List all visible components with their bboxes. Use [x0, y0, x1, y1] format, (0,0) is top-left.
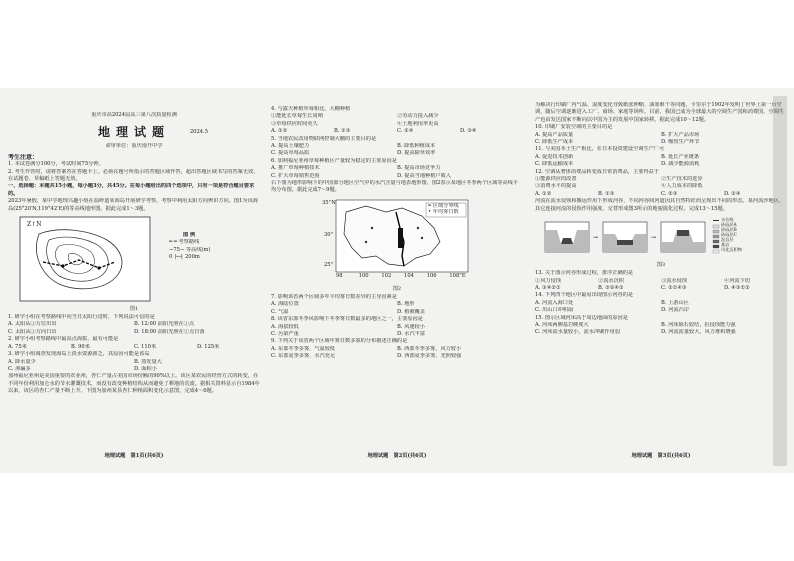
legend-contour-label: 等高线(m): [185, 246, 211, 253]
q6-options-row2: [271, 173, 523, 180]
q7-option-a: A. 海陆位置: [271, 301, 299, 308]
question-11: 11. 与美国本土生产相比，在日本投资建设空调生产厂可: [535, 146, 665, 153]
q12-item-1: ①能源供应的改善: [535, 176, 577, 183]
fig3-legend-gravel-b: 砂砾层B: [721, 227, 737, 233]
svg-text:→: →: [651, 234, 657, 242]
fig3-legend-waterline: 水位线: [721, 217, 734, 223]
q13-item-1: ①风力侵蚀: [535, 277, 561, 284]
page-2-footer: 地理试题 第2页(共6页): [367, 452, 427, 459]
fig2-lon-104: 104: [404, 272, 414, 279]
q2-option-a: A. 75米: [8, 343, 27, 350]
fig3-caption: 图3: [656, 262, 666, 269]
q4-item-3: ③草莓供应时间更久: [271, 120, 318, 127]
q11-option-d: D. 减少能源消耗: [661, 161, 700, 168]
q5-option-a: A. 提高土壤肥力: [271, 143, 310, 150]
q6-option-c: C. 扩大草莓销售范围: [271, 172, 320, 179]
fig2-lon-labels: [336, 273, 472, 280]
q7-option-b: B. 地形: [397, 301, 415, 308]
q14-option-a: A. 河流入海口处: [535, 299, 574, 306]
question-12: 12. 空调从奢侈消费品转变成日常消费品，主要得益于: [535, 168, 660, 175]
q8-option-b: B. 风速较小: [397, 323, 425, 330]
q12-option-a: A. ①②: [535, 190, 552, 197]
page-3: [535, 96, 787, 466]
q1-options-row2: [8, 329, 260, 336]
q7-option-d: D. 植被覆盖: [397, 308, 426, 315]
figure-1-contour-map: [19, 216, 249, 302]
exam-sheet: [0, 88, 794, 473]
q1-option-b: B. 12:00 前阳光照在①点: [134, 321, 195, 328]
question-2: 2. 研学小组考察路线中最高点海拔，最有可能是: [8, 336, 119, 343]
fig2-legend-fogdays-label: 年均雾日数: [432, 208, 459, 215]
q4-item-2: ②劳动力投入减少: [397, 113, 439, 120]
q13-items: [535, 278, 787, 285]
q13-option-b: B. ③②④①: [598, 284, 624, 291]
q8-options-row2: [271, 331, 523, 338]
q1-option-d: D. 18:00 前阳光照在②点日落: [134, 328, 205, 335]
fig2-lon-100: 100: [358, 272, 369, 279]
q15-option-c: C. 河床流水量较小，流水冲刷作用弱: [535, 329, 620, 336]
question-9: 9. 下列关于该省两个区域年雾日数多寡的分布描述正确的是: [271, 338, 408, 345]
section-1-heading: 一、选择题：本题共15小题，每小题3分，共45分。在每小题给出的四个选项中，只有一项是符合题目要求的。: [8, 183, 255, 197]
q10-options-row2: [535, 139, 787, 146]
q4-option-d: D. ③④: [460, 128, 477, 135]
fig2-lat-25: 25°: [324, 261, 334, 268]
q9-options-row2: [271, 353, 523, 360]
q14-options-row2: [535, 307, 787, 314]
q15-options-row2: [535, 329, 787, 336]
page-1: [8, 96, 260, 466]
exam-date: 2024.5: [189, 129, 208, 136]
legend-route-label: 考察路线: [178, 239, 200, 246]
q5-option-c: C. 提高草莓品质: [271, 150, 310, 157]
setter-line: 命审单位：重庆南开中学: [105, 143, 163, 150]
legend-scale-label: 200m: [184, 254, 200, 261]
q12-option-b: B. ①③: [598, 190, 615, 197]
question-7: 7. 影响该省两个区域多年平均雾日数差异的主导因素是: [271, 293, 397, 300]
q3-options-row1: [8, 359, 260, 366]
q10-options-row1: [535, 132, 787, 139]
q1-option-a: A. 太阳从①方位出出: [8, 321, 57, 328]
q5-option-b: B. 降低种植成本: [397, 143, 436, 150]
passage-3: 右下图为地形影响下的中国部分地区空气中的水汽含量与地表地形图，图2表示某地区冬季两个区域等高线平均分布图。据此完成7～9题。: [271, 180, 519, 194]
q3-option-d: D. 面积小: [134, 365, 157, 372]
q12-options: [535, 191, 787, 198]
question-15: 15. 图示区域河床高于周边地面的原因是: [535, 314, 628, 321]
q15-option-d: D. 河流流量较大，风力堆积增强: [661, 329, 736, 336]
q5-option-d: D. 提高除草效率: [397, 150, 436, 157]
q3-options-row2: [8, 366, 260, 373]
q9-options-row1: [271, 346, 523, 353]
q4-item-4: ④土地利用率更高: [397, 120, 439, 127]
q14-option-b: B. 上游山区: [661, 299, 689, 306]
q8-option-a: A. 海拔较低: [271, 323, 299, 330]
q10-option-c: C. 降低生产成本: [535, 139, 574, 146]
fig2-lon-108: 108°E: [449, 272, 466, 279]
q13-option-a: A. ③④②①: [535, 284, 561, 291]
fig1-legend-route: [169, 239, 210, 246]
passage-4: 为解决行印刷厂内气温、湿度变化导致纸张伸缩、油墨难干等问题，卡里尔于1902年发明了世界上第一台空调，随后空调逐渐进入工厂、商场、家庭等场所。目前，我国已成为全球最大的空调生产国和消费国，空调生产也由发达国家不断向以中国为主的发展中国家转移。据此完成10～12题。: [535, 102, 785, 123]
contour-map-graphic: [19, 216, 249, 302]
q11-option-b: B. 延长产业链条: [661, 153, 700, 160]
q15-options-row1: [535, 322, 787, 329]
q11-options-row1: [535, 154, 787, 161]
q3-option-c: C. 渗漏多: [8, 365, 31, 372]
q13-option-d: D. ④③①②: [724, 284, 750, 291]
q14-option-c: C. 出山口冲积扇: [535, 307, 574, 314]
q4-items-row2: [271, 121, 523, 128]
fig2-legend-boundary-label: 区域分界线: [432, 202, 459, 209]
q8-option-c: C. 污染严重: [271, 330, 299, 337]
question-3: 3. 研学小组调查发现海岛上淡水资源匮乏，其原因可能是该岛: [8, 351, 150, 358]
svg-text:Z↑N: Z↑N: [27, 221, 42, 229]
q10-option-d: D. 缩短生产环节: [661, 139, 700, 146]
q4-option-a: A. ①②: [271, 128, 288, 135]
fig3-legend-weathered: 风化沉积物: [721, 247, 742, 253]
q13-item-4: ④河流下切: [724, 277, 750, 284]
q13-item-2: ②流水沉积: [598, 277, 624, 284]
q15-option-a: A. 河床两侧基岩硬度大: [535, 321, 589, 328]
fig2-lon-102: 102: [381, 272, 392, 279]
fig2-caption: 图2: [392, 285, 402, 292]
question-10: 10. 印刷厂安装空调的主要目的是: [535, 124, 613, 131]
q12-option-d: D. ②④: [724, 190, 741, 197]
fig2-lat-35: 35°N: [322, 199, 336, 206]
fig1-legend-contour: [169, 247, 210, 254]
fig1-legend-title: 图 例: [183, 232, 196, 239]
fig1-legend-scale: [169, 254, 210, 261]
q12-items-row1: [535, 176, 787, 183]
scale-bar-icon: 0 ├─┤: [169, 254, 185, 261]
q7-options-row2: [271, 309, 523, 316]
question-1: 1. 研学小组在考察路线中向当日太阳行进时，下列说法可信的是: [8, 314, 155, 321]
q11-options-row2: [535, 161, 787, 168]
fig2-lat-30: 30°: [324, 231, 334, 238]
q6-option-d: D. 提高当地种植户收入: [397, 172, 451, 179]
fig3-legend: [721, 217, 742, 252]
q4-option-c: C. ②④: [397, 128, 414, 135]
q5-options-row2: [271, 150, 523, 157]
page-title: 地理试题: [97, 125, 170, 140]
q11-option-a: A. 促进技术创新: [535, 153, 574, 160]
q10-option-b: B. 扩大产品市场: [661, 131, 700, 138]
q14-options-row1: [535, 300, 787, 307]
q1-option-c: C. 太阳从①方向日出: [8, 328, 57, 335]
q2-option-c: C. 110米: [134, 343, 157, 350]
q6-option-b: B. 提高市场竞争力: [397, 165, 441, 172]
q1-options-row1: [8, 321, 260, 328]
q12-item-3: ③消费水平的提高: [535, 183, 577, 190]
q3-option-a: A. 降水量少: [8, 358, 36, 365]
passage-2: 加州福尼亚州是美国重要的农业州，杏仁产量占美国市场份额的90%以上。该区某农民的经营方式的转变，在不同年份利用加仑水的节水灌溉技术，而没有改变种植结构从而避免了耕地的荒废。据相关资料显示自1984年以来，该区的杏仁产量不断上升。下图为加州某县杏仁种植面积变化示意图，完成4～6题。: [8, 373, 260, 395]
q9-option-c: C. 东部夏季多雾，水汽充足: [271, 353, 336, 360]
passage-1: 2023年暑假，某中学地理兴趣小组在温岭道某海岛开展研学考察，考察中利用太阳方向辨识方向。图1为该海岛(25°20′N,119°42′E)的等高线地形图。据此完成1～3题。: [8, 198, 258, 212]
q11-option-c: C. 降低运输成本: [535, 161, 574, 168]
q14-option-d: D. 河流凸岸: [661, 307, 690, 314]
q6-options-row1: [271, 165, 523, 172]
svg-text:→: →: [593, 234, 599, 242]
q4-item-1: ①能延长草莓生长周期: [271, 113, 323, 120]
q6-option-a: A. 推广草莓种植技术: [271, 165, 320, 172]
question-8: 8. 该省东部冬季风影响下冬季雾日数最多的地区之一，主要原因是: [271, 316, 423, 323]
q12-option-c: C. ②③: [661, 190, 678, 197]
q9-option-d: D. 西部夏季多雾，光照较强: [397, 353, 462, 360]
question-13: 13. 关于图示河谷形成过程，排序正确的是: [535, 270, 634, 277]
fig3-legend-gravel-a: 砂砾层A: [721, 222, 737, 228]
q9-option-a: A. 东部冬季多雾，气温较低: [271, 345, 336, 352]
q4-items-row1: [271, 113, 523, 120]
question-14: 14. 下列四个地区中最易出现图示河谷的是: [535, 292, 634, 299]
q2-options: [8, 344, 260, 351]
q3-option-b: B. 蒸发量大: [134, 358, 162, 365]
contour-line-icon: ∼75∼: [169, 246, 186, 253]
notice-2: 2. 考生作答时，请将答案答在答题卡上。必须在题号所指示的答题区域作答，超出答题区域书写的答案无效，在试题卷、草稿纸上答题无效。: [8, 168, 259, 183]
page-2: [271, 96, 523, 466]
fig2-legend-fogdays: [428, 209, 459, 216]
fig3-legend-bedrock: 基岩: [721, 242, 730, 248]
boundary-line-icon: ━: [428, 202, 433, 209]
q12-item-2: ②生产技术的进步: [661, 176, 703, 183]
question-5: 5. 当地农民改用物联网控制大棚的主要目的是: [271, 135, 377, 142]
q8-options-row1: [271, 324, 523, 331]
fog-dot-icon: •: [428, 208, 433, 215]
q2-option-b: B. 90米: [71, 343, 90, 350]
fig3-legend-gravel-c: 砂砾层C: [721, 232, 737, 238]
q4-options: [271, 128, 523, 135]
page-1-footer: 地理试题 第1页(共6页): [104, 452, 164, 459]
q2-option-d: D. 125米: [197, 343, 220, 350]
q8-option-d: D. 水汽丰富: [397, 330, 426, 337]
q5-options-row1: [271, 143, 523, 150]
q4-option-b: B. ①③: [334, 128, 351, 135]
page-3-footer: 地理试题 第3页(共6页): [631, 452, 691, 459]
q9-option-b: B. 西部冬季多雾，风力较小: [397, 345, 462, 352]
exam-header: 重庆市高2024届高三第八次质量检测: [91, 112, 177, 118]
fig3-legend-mudstone: 泥岩层: [721, 237, 734, 243]
q13-options: [535, 285, 787, 292]
fig2-lon-98: 98: [336, 272, 343, 279]
notice-heading: 考生注意：: [8, 153, 39, 161]
fig2-lon-106: 106: [426, 272, 437, 279]
valley-evolution-graphic: [543, 216, 779, 258]
q10-option-a: A. 提高产品质量: [535, 131, 574, 138]
question-6: 6. 加利福尼亚州草莓种植区产量较为稳定的主要原因是: [271, 157, 397, 164]
passage-5: 河流在流水侵蚀和搬运作用下形成河谷，不同河谷间河道因其自然特征而呈现出不同的形态。某河流沙地区，其它连接河流的侵蚀作用强度，交替形成图3所示的地貌演化过程，完成13～15题。: [535, 198, 785, 212]
q13-item-3: ③流水侵蚀: [661, 277, 687, 284]
figure-3-valley-evolution: [543, 216, 779, 258]
q12-item-4: ④人力成本的降低: [661, 183, 703, 190]
question-4: 4. 与露天种植草莓相比，大棚种植: [271, 106, 351, 112]
q13-option-c: C. ②①④③: [661, 284, 687, 291]
q12-items-row2: [535, 183, 787, 190]
q7-option-c: C. 气温: [271, 308, 289, 315]
notice-1: 1. 本试卷满分100分，考试时间75分钟。: [8, 161, 104, 168]
page-3-scan-shadow: [773, 96, 787, 466]
q15-option-b: B. 河床砾石胶结，抗侵蚀能力强: [661, 321, 736, 328]
route-line-icon: ━ ━: [169, 239, 179, 246]
figure-2-province-map: [322, 198, 472, 282]
q7-options-row1: [271, 301, 523, 308]
fig1-caption: 图1: [129, 306, 139, 313]
